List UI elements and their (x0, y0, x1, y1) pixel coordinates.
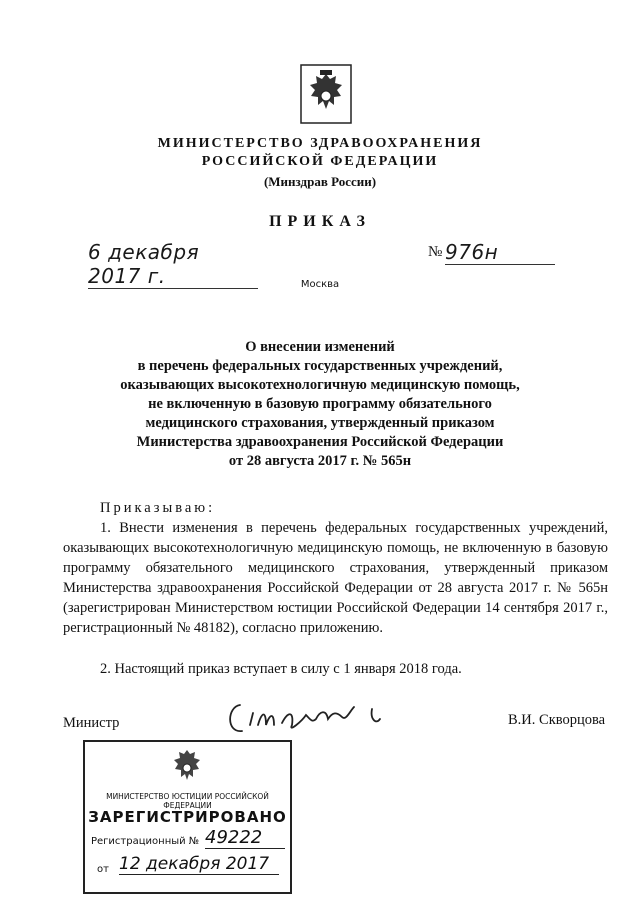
stamp-coat-of-arms-icon (169, 746, 205, 788)
subject-line: медицинского страхования, утвержденный приказом (145, 415, 495, 431)
stamp-date-label: от (97, 864, 109, 875)
subject-line: оказывающих высокотехнологичную медицинскую помощь, (120, 377, 520, 393)
order-number-label: № (428, 244, 443, 260)
stamp-ministry: МИНИСТЕРСТВО ЮСТИЦИИ РОССИЙСКОЙ ФЕДЕРАЦИИ (106, 792, 269, 810)
subject-line: от 28 августа 2017 г. № 565н (228, 453, 412, 469)
signatory-name: В.И. Скворцова (508, 712, 606, 728)
stamp-date: 12 декабря 2017 (119, 854, 279, 875)
handwritten-signature (222, 695, 402, 740)
stamp-reg-label: Регистрационный № (91, 836, 200, 847)
subject-line: Министерства здравоохранения Российской Федерации (136, 434, 504, 450)
ministry-name-line2: РОССИЙСКОЙ ФЕДЕРАЦИИ (201, 154, 439, 169)
registration-stamp (83, 740, 292, 894)
order-number: 976н (445, 240, 555, 265)
stamp-reg-number: 49222 (205, 827, 285, 849)
ministry-name-line1: МИНИСТЕРСТВО ЗДРАВООХРАНЕНИЯ (157, 136, 483, 151)
stamp-status: ЗАРЕГИСТРИРОВАНО (88, 808, 287, 826)
order-item-1: 1. Внести изменения в перечень федеральных государственных учреждений, оказывающих высокотехнологичную медицинскую помощь, не включенную в базовую программу обязательного медицинского страхования, утвержденный приказом Министерства здравоохранения Российской Федерации от 28 августа 2017 г. № 565н (зарегистрирован Министерством юстиции Российской Федерации 14 сентября 2017 г., регистрационный № 48182), согласно приложению. (63, 520, 608, 636)
order-title: ПРИКАЗ (269, 213, 371, 230)
coat-of-arms-icon (300, 64, 352, 124)
order-intro: Приказываю: (100, 500, 216, 516)
ministry-short-name: (Минздрав России) (263, 174, 377, 189)
subject-line: О внесении изменений (245, 339, 395, 355)
order-item-2: 2. Настоящий приказ вступает в силу с 1 января 2018 года. (100, 661, 462, 677)
city: Москва (300, 279, 340, 290)
signatory-title: Министр (63, 715, 120, 731)
subject-line: в перечень федеральных государственных учреждений, (137, 358, 503, 374)
subject-line: не включенную в базовую программу обязательного (148, 396, 492, 412)
order-date: 6 декабря 2017 г. (88, 240, 258, 289)
order-subject (0, 338, 640, 471)
